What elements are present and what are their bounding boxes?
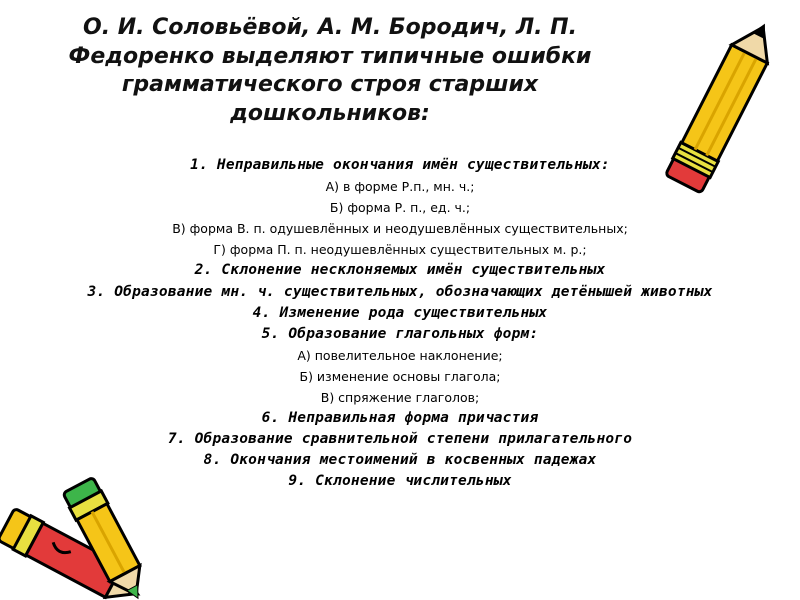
list-heading: 6. Неправильная форма причастия — [261, 410, 539, 426]
pencil-icon — [52, 480, 162, 600]
list-heading: 7. Образование сравнительной степени прилагательного — [167, 431, 633, 447]
list-heading: 3. Образование мн. ч. существительных, обозначающих детёнышей животных — [87, 284, 713, 300]
list-subitem: А) в форме Р.п., мн. ч.; — [325, 179, 475, 194]
list-heading: 8. Окончания местоимений в косвенных падежах — [203, 452, 597, 468]
list-subitem: В) спряжение глаголов; — [320, 390, 480, 405]
list-subitem: В) форма В. п. одушевлённых и неодушевлённых существительных; — [172, 221, 628, 236]
list-heading: 9. Склонение числительных — [288, 473, 512, 489]
list-subitem: Б) форма Р. п., ед. ч.; — [329, 200, 471, 215]
list-subitem: А) повелительное наклонение; — [297, 348, 503, 363]
list-subitem: Б) изменение основы глагола; — [299, 369, 501, 384]
slide-content — [30, 155, 770, 492]
list-heading: 2. Склонение несклоняемых имён существительных — [194, 262, 606, 278]
pencil-icon — [650, 0, 800, 205]
list-heading: 1. Неправильные окончания имён существительных: — [190, 157, 610, 173]
list-subitem: Г) форма П. п. неодушевлённых существительных м. р.; — [213, 242, 587, 257]
slide-title: О. И. Соловьёвой, А. М. Бородич, Л. П. Федоренко выделяют типичные ошибки грамматического строя старших дошкольников: — [68, 15, 592, 126]
list-heading: 5. Образование глагольных форм: — [261, 326, 539, 342]
list-heading: 4. Изменение рода существительных — [252, 305, 548, 321]
